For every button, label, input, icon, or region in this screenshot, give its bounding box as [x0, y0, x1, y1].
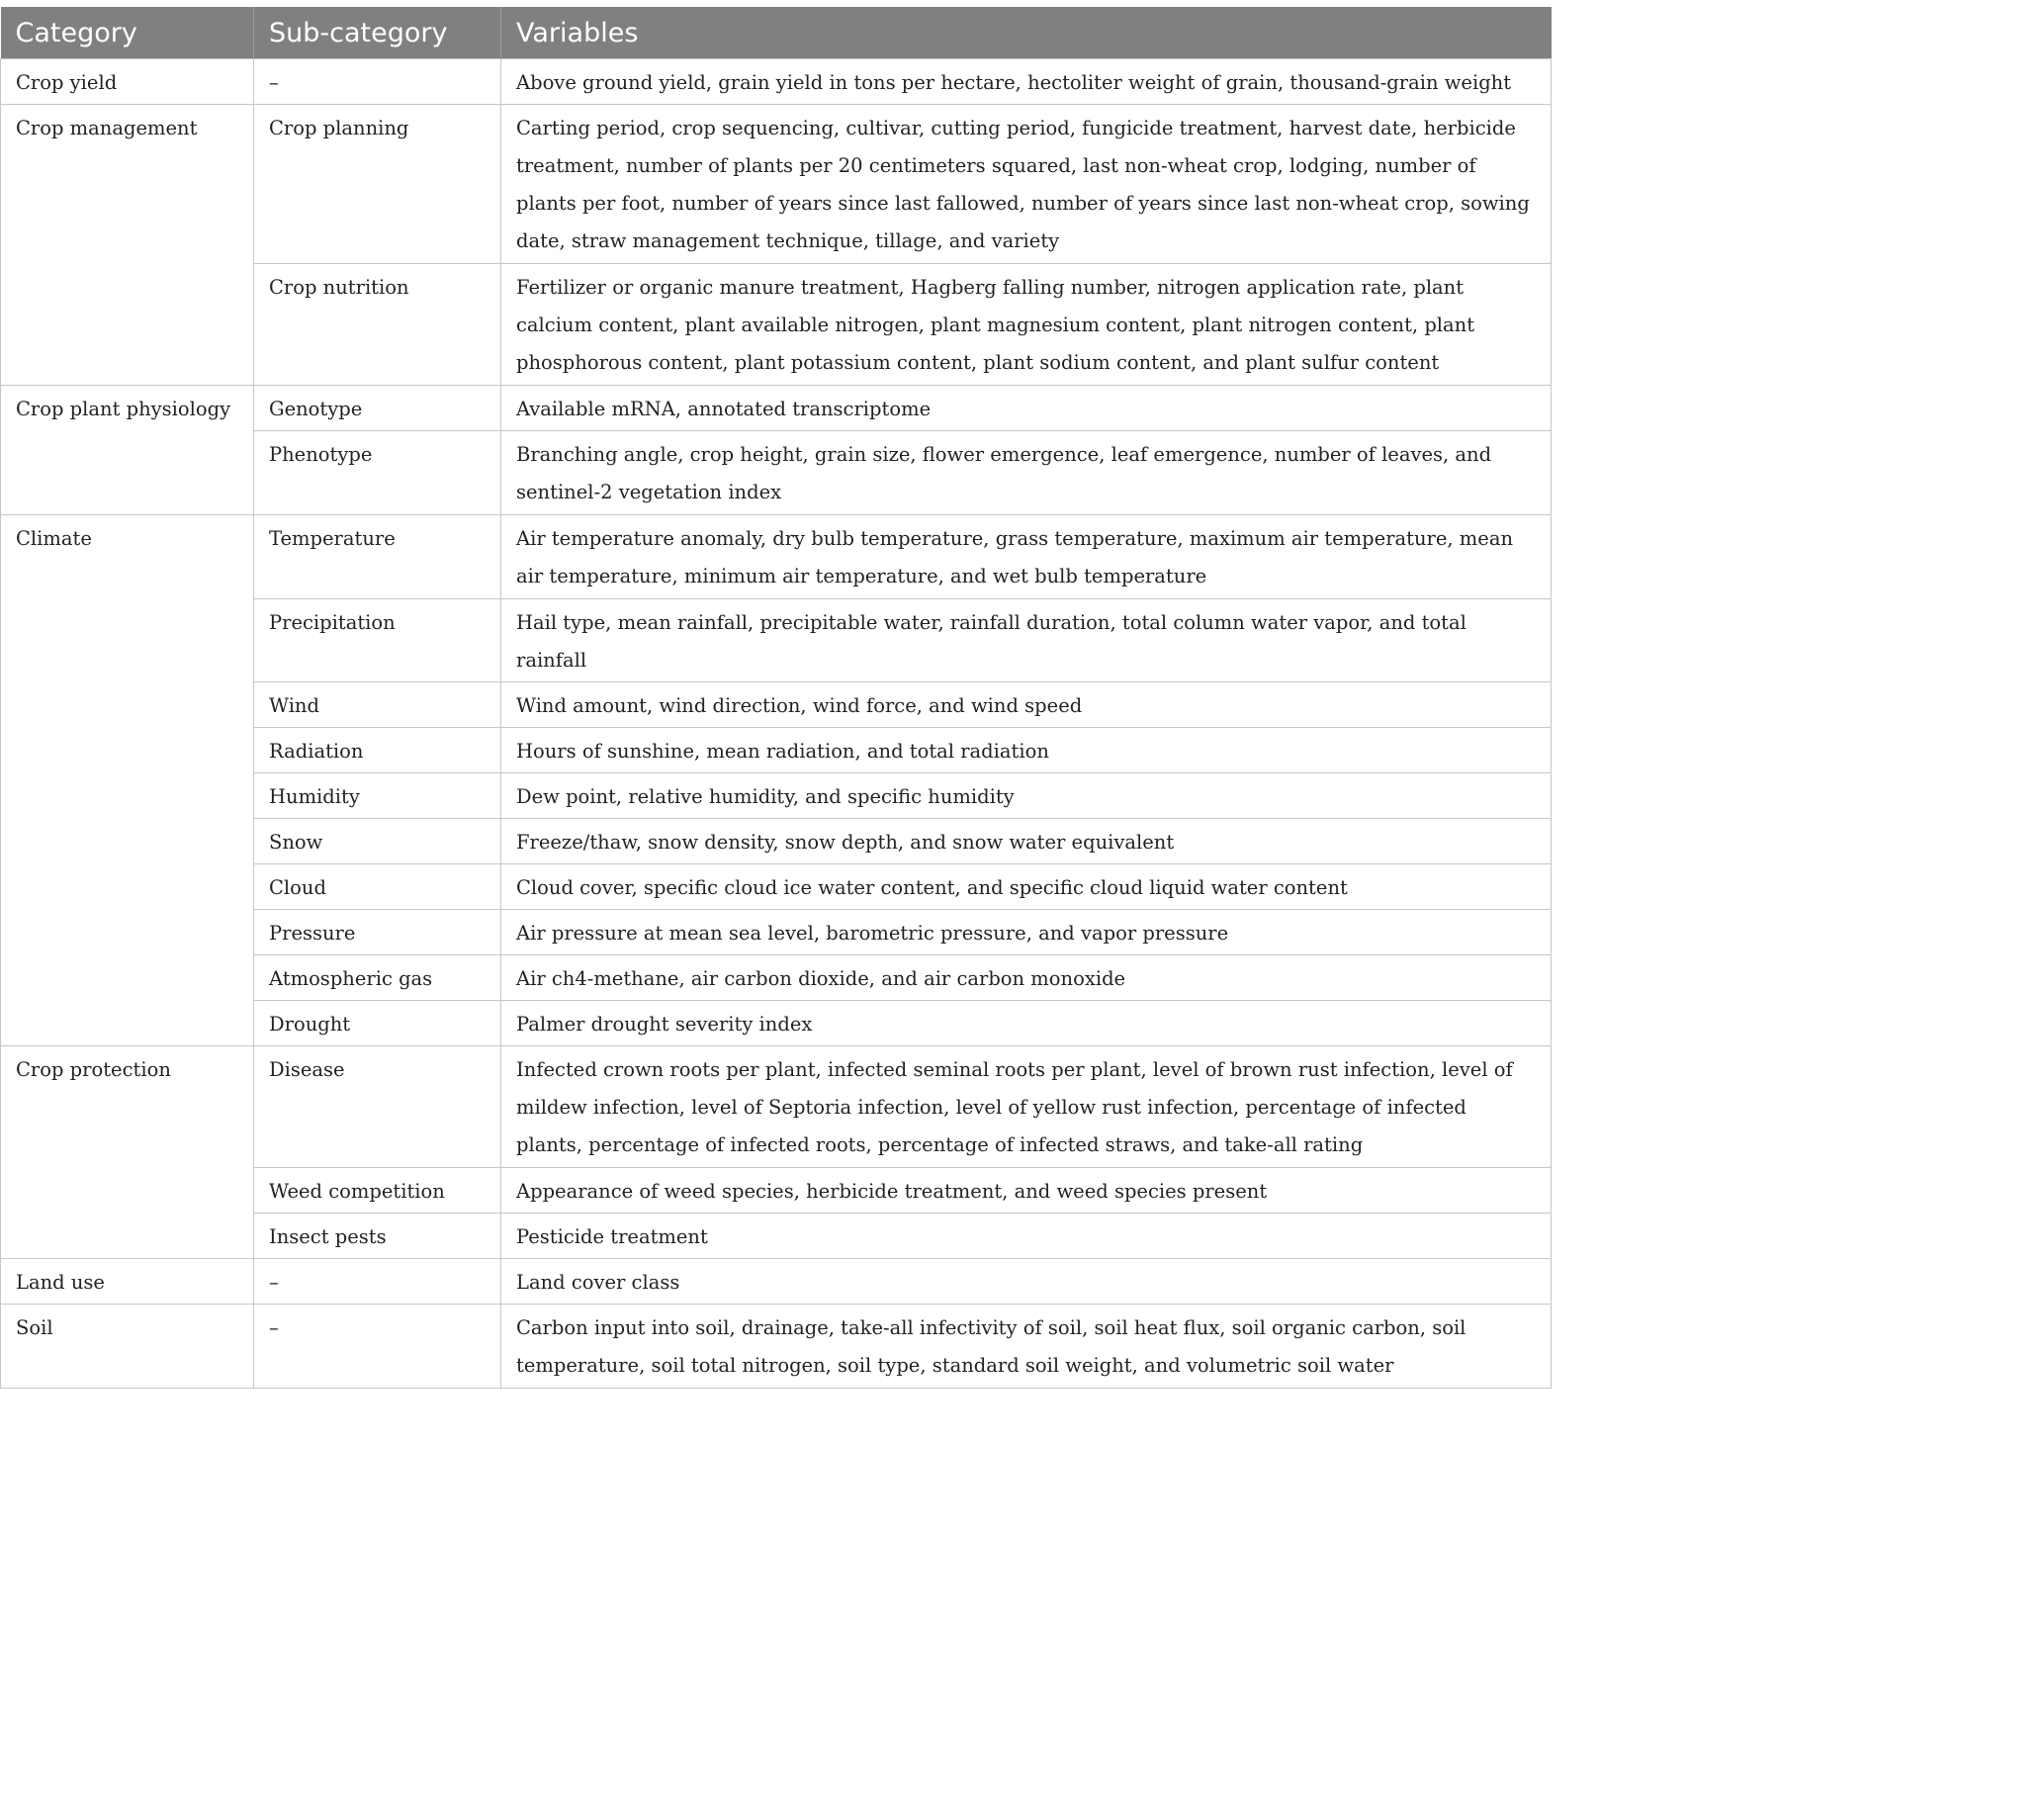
category-cell: Land use [1, 1259, 254, 1305]
category-cell: Crop yield [1, 59, 254, 105]
variables-cell: Wind amount, wind direction, wind force, and wind speed [501, 682, 1552, 728]
sub-category-cell: Weed competition [254, 1168, 501, 1214]
sub-category-cell: Genotype [254, 386, 501, 431]
variables-cell: Air ch4-methane, air carbon dioxide, and air carbon monoxide [501, 955, 1552, 1001]
sub-category-cell: – [254, 1259, 501, 1305]
header-category: Category [1, 7, 254, 59]
sub-category-cell: Atmospheric gas [254, 955, 501, 1001]
variables-cell: Cloud cover, specific cloud ice water content, and specific cloud liquid water content [501, 864, 1552, 910]
variables-cell: Available mRNA, annotated transcriptome [501, 386, 1552, 431]
header-sub-category: Sub-category [254, 7, 501, 59]
category-cell: Crop management [1, 105, 254, 386]
sub-category-cell: Cloud [254, 864, 501, 910]
variables-cell: Infected crown roots per plant, infected seminal roots per plant, level of brown rust infection, level of mildew infection, level of Septoria infection, level of yellow rust infection, percentage of infected plants, percentage of infected roots, percentage of infected straws, and take-all rating [501, 1046, 1552, 1168]
category-cell: Climate [1, 515, 254, 1046]
variables-cell: Hail type, mean rainfall, precipitable water, rainfall duration, total column water vapor, and total rainfall [501, 599, 1552, 682]
table-row [1, 386, 1552, 431]
sub-category-cell: Crop nutrition [254, 264, 501, 386]
category-cell: Soil [1, 1305, 254, 1389]
variables-cell: Air pressure at mean sea level, barometric pressure, and vapor pressure [501, 910, 1552, 955]
sub-category-cell: Drought [254, 1001, 501, 1046]
table-row [1, 1259, 1552, 1305]
category-cell: Crop plant physiology [1, 386, 254, 515]
header-row [1, 7, 1552, 59]
variables-cell: Air temperature anomaly, dry bulb temperature, grass temperature, maximum air temperature, mean air temperature, minimum air temperature, and wet bulb temperature [501, 515, 1552, 599]
sub-category-cell: Radiation [254, 728, 501, 773]
table-row [1, 105, 1552, 264]
variables-cell: Carbon input into soil, drainage, take-all infectivity of soil, soil heat flux, soil organic carbon, soil temperature, soil total nitrogen, soil type, standard soil weight, and volumetric soil water [501, 1305, 1552, 1389]
variables-cell: Carting period, crop sequencing, cultivar, cutting period, fungicide treatment, harvest date, herbicide treatment, number of plants per 20 centimeters squared, last non-wheat crop, lodging, number of plants per foot, number of years since last fallowed, number of years since last non-wheat crop, sowing date, straw management technique, tillage, and variety [501, 105, 1552, 264]
sub-category-cell: Phenotype [254, 431, 501, 515]
variables-cell: Dew point, relative humidity, and specific humidity [501, 773, 1552, 819]
sub-category-cell: Wind [254, 682, 501, 728]
sub-category-cell: Temperature [254, 515, 501, 599]
table-row [1, 1305, 1552, 1389]
sub-category-cell: Insect pests [254, 1214, 501, 1259]
table-row [1, 1046, 1552, 1168]
sub-category-cell: – [254, 59, 501, 105]
table-row [1, 515, 1552, 599]
table-header [1, 7, 1552, 59]
variables-cell: Palmer drought severity index [501, 1001, 1552, 1046]
sub-category-cell: Crop planning [254, 105, 501, 264]
variables-cell: Fertilizer or organic manure treatment, Hagberg falling number, nitrogen application rate, plant calcium content, plant available nitrogen, plant magnesium content, plant nitrogen content, plant phosphorous content, plant potassium content, plant sodium content, and plant sulfur content [501, 264, 1552, 386]
variables-cell: Freeze/thaw, snow density, snow depth, and snow water equivalent [501, 819, 1552, 864]
sub-category-cell: – [254, 1305, 501, 1389]
variables-table [0, 7, 1552, 1389]
sub-category-cell: Disease [254, 1046, 501, 1168]
sub-category-cell: Snow [254, 819, 501, 864]
variables-cell: Above ground yield, grain yield in tons per hectare, hectoliter weight of grain, thousand-grain weight [501, 59, 1552, 105]
variables-cell: Branching angle, crop height, grain size, flower emergence, leaf emergence, number of leaves, and sentinel-2 vegetation index [501, 431, 1552, 515]
table-body [1, 59, 1552, 1389]
sub-category-cell: Precipitation [254, 599, 501, 682]
variables-cell: Land cover class [501, 1259, 1552, 1305]
category-cell: Crop protection [1, 1046, 254, 1259]
header-variables: Variables [501, 7, 1552, 59]
table-row [1, 59, 1552, 105]
sub-category-cell: Humidity [254, 773, 501, 819]
variables-cell: Appearance of weed species, herbicide treatment, and weed species present [501, 1168, 1552, 1214]
variables-cell: Hours of sunshine, mean radiation, and total radiation [501, 728, 1552, 773]
variables-cell: Pesticide treatment [501, 1214, 1552, 1259]
sub-category-cell: Pressure [254, 910, 501, 955]
